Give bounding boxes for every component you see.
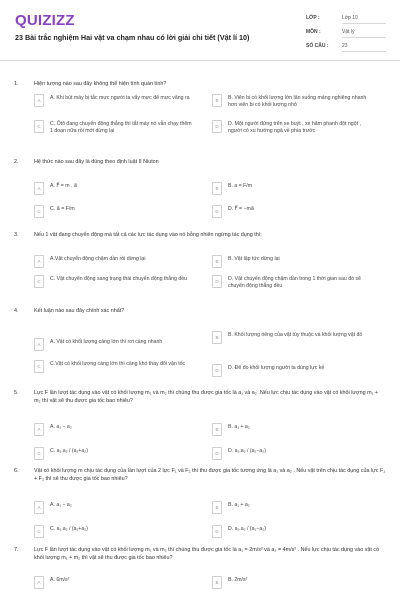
option-c[interactable]	[34, 121, 192, 135]
question-1	[14, 80, 386, 151]
option-b[interactable]	[212, 183, 372, 195]
question-header	[14, 231, 386, 239]
option-text: A.Vật chuyển động chậm dần rồi dừng lại	[50, 256, 146, 262]
option-letter-box: C	[34, 525, 44, 538]
option-a[interactable]	[34, 183, 192, 195]
option-letter-box: A	[34, 338, 44, 351]
options	[34, 490, 386, 534]
options	[34, 173, 386, 217]
question-text: Lực F lần lượt tác dụng vào vật có khối lượng m₁ và m₂ thì chúng thu được gia tốc là a₁ = 2m/s² và a₂ = 4m/s² . Nếu lực chịu tác dụng vào vật có khối lượng m₁ + m₂ thì vật sẽ thu được gia tốc bao nhiêu?	[34, 547, 380, 561]
option-d[interactable]	[212, 365, 372, 377]
option-letter-box: B	[212, 182, 222, 195]
question-6	[14, 467, 386, 534]
options	[34, 569, 386, 589]
option-b[interactable]	[212, 424, 372, 436]
option-d[interactable]	[212, 276, 372, 290]
quizizz-logo: QUIZIZZ	[15, 12, 75, 29]
question-7	[14, 546, 386, 589]
question-number: 1.	[14, 81, 19, 87]
option-letter-box: B	[212, 94, 222, 107]
question-text: Hệ thức nào sau đây là đúng theo định luật II Niuton	[34, 159, 159, 165]
option-letter-box: A	[34, 423, 44, 436]
question-number: 6.	[14, 468, 19, 474]
option-text: B. Vật lập tức dừng lại	[228, 256, 280, 262]
option-letter-box: A	[34, 94, 44, 107]
option-d[interactable]	[212, 448, 372, 460]
options	[34, 322, 386, 374]
option-letter-box: D	[212, 275, 222, 288]
option-a[interactable]	[34, 339, 192, 351]
option-d[interactable]	[212, 121, 372, 135]
question-2	[14, 158, 386, 217]
option-text: C. Ôtô đang chuyển động thẳng thì tắt máy nó vẫn chạy thêm 1 đoạn nữa rồi mới dừng lại	[50, 121, 192, 134]
option-letter-box: A	[34, 576, 44, 589]
question-number: 7.	[14, 547, 19, 553]
meta-label: LỚP :	[306, 15, 320, 21]
question-header	[14, 158, 386, 166]
option-text: D. Một người đứng trên xe buýt , xe hãm phanh đột ngột , người có xu hướng ngả về phía trước	[228, 121, 361, 134]
option-text: A. a₁ − a₂	[50, 424, 72, 430]
question-5	[14, 389, 386, 456]
option-text: C. a₁.a₂ / (a₁+a₂)	[50, 448, 88, 454]
option-a[interactable]	[34, 424, 192, 436]
option-letter-box: D	[212, 205, 222, 218]
option-letter-box: D	[212, 447, 222, 460]
option-a[interactable]	[34, 95, 192, 107]
option-text: A. Khi bút máy bị tắc mực người ta vẩy mực để mực vǎng ra	[50, 95, 190, 101]
option-letter-box: C	[34, 275, 44, 288]
option-c[interactable]	[34, 276, 192, 288]
options	[34, 95, 386, 151]
option-c[interactable]	[34, 526, 192, 538]
option-text: C. Vật chuyển động sang trạng thái chuyển động thẳng đều	[50, 276, 187, 282]
question-text: Kết luận nào sau đây chính xác nhất?	[34, 308, 125, 314]
option-text: D. Vật chuyển động chậm dần trong 1 thời gian sau đó sẽ chuyển động thẳng đều	[228, 276, 361, 289]
option-b[interactable]	[212, 332, 372, 344]
page-title: 23 Bài trắc nghiệm Hai vật va chạm nhau có lời giải chi tiết (Vật lí 10)	[15, 33, 250, 42]
option-letter-box: D	[212, 525, 222, 538]
option-b[interactable]	[212, 95, 372, 109]
option-b[interactable]	[212, 502, 372, 514]
option-letter-box: C	[34, 120, 44, 133]
meta-row-subject	[306, 27, 386, 41]
option-a[interactable]	[34, 577, 192, 589]
worksheet-header	[0, 0, 400, 61]
option-text: D. Để đo khối lượng người ta dùng lực kế	[228, 365, 325, 371]
option-letter-box: B	[212, 255, 222, 268]
option-letter-box: A	[34, 501, 44, 514]
question-text: Nếu 1 vật đang chuyển động mà tất cả các lực tác dụng vào nó bỗng nhiên ngừng tác dụng thì:	[34, 232, 262, 238]
option-text: B. a₁ + a₂	[228, 502, 250, 508]
option-letter-box: D	[212, 364, 222, 377]
option-letter-box: A	[34, 182, 44, 195]
meta-label: MÔN :	[306, 29, 321, 35]
option-text: A. F⃗ = m . a⃗	[50, 183, 78, 189]
option-text: A. a₁ − a₂	[50, 502, 72, 508]
option-a[interactable]	[34, 256, 192, 268]
option-letter-box: B	[212, 331, 222, 344]
meta-info	[306, 13, 386, 55]
question-header	[14, 389, 386, 405]
question-header	[14, 546, 386, 562]
option-letter-box: B	[212, 576, 222, 589]
option-c[interactable]	[34, 361, 192, 373]
meta-value: 23	[342, 43, 386, 52]
option-a[interactable]	[34, 502, 192, 514]
question-number: 3.	[14, 232, 19, 238]
meta-row-class	[306, 13, 386, 27]
question-text: Vật có khối lượng m chịu tác dụng của lần lượt của 2 lực F₁ và F₂ thì thu được gia tốc tương ứng là a₁ và a₂ . Nếu vật trên chịu tác dụng của lực F₁ + F₂ thì sẽ thu được gia tốc bao nhiêu?	[34, 468, 386, 482]
question-text: Hiện tượng nào sau đây không thể hiện tính quán tính?	[34, 81, 167, 87]
options	[34, 246, 386, 296]
option-text: C.Vật có khối lượng càng lớn thì càng khó thay đổi vận tốc	[50, 361, 186, 367]
option-letter-box: C	[34, 447, 44, 460]
option-text: B. Khối lượng riêng của vật tùy thuộc và khối lượng vật đó	[228, 332, 363, 338]
meta-label: SỐ CÂU :	[306, 43, 329, 49]
option-text: A. 6m/s²	[50, 577, 70, 583]
question-header	[14, 307, 386, 315]
option-d[interactable]	[212, 206, 372, 218]
option-text: D. a₁.a₂ / (a₁−a₂)	[228, 526, 266, 532]
option-letter-box: B	[212, 501, 222, 514]
question-3	[14, 231, 386, 296]
question-4	[14, 307, 386, 374]
question-number: 4.	[14, 308, 19, 314]
option-text: C. a⃗ = F/m	[50, 206, 75, 212]
meta-value: Vật lý	[342, 29, 386, 38]
option-letter-box: A	[34, 255, 44, 268]
option-b[interactable]	[212, 577, 372, 589]
option-text: B. Viên bi có khối lượng lớn lǎn xuống máng nghiêng nhanh hơn viên bi có khối lượng nhỏ	[228, 95, 367, 108]
option-d[interactable]	[212, 526, 372, 538]
option-text: C. a₁.a₂ / (a₁+a₂)	[50, 526, 88, 532]
option-text: B. a₁ + a₂	[228, 424, 250, 430]
question-number: 5.	[14, 390, 19, 396]
options	[34, 412, 386, 456]
option-text: A. Vật có khối lượng càng lớn thì rơi càng nhanh	[50, 339, 163, 345]
option-text: B. 2m/s²	[228, 577, 248, 583]
option-letter-box: B	[212, 423, 222, 436]
question-number: 2.	[14, 159, 19, 165]
option-letter-box: C	[34, 205, 44, 218]
option-b[interactable]	[212, 256, 372, 268]
meta-row-count	[306, 41, 386, 55]
option-c[interactable]	[34, 206, 192, 218]
option-text: B. a = F/m	[228, 183, 253, 189]
option-c[interactable]	[34, 448, 192, 460]
option-text: D. a₁.a₂ / (a₁−a₂)	[228, 448, 266, 454]
question-text: Lực F lần lượt tác dụng vào vật có khối lượng m₁ và m₂ thì chúng thu được gia tốc là a₁ và a₂ .Nếu lực chịu tác dụng vào vật có khối lượng m₁ + m₂ thì vật sẽ thu được gia tốc bao nhiêu?	[34, 390, 379, 404]
question-header	[14, 467, 386, 483]
question-header	[14, 80, 386, 88]
option-letter-box: D	[212, 120, 222, 133]
meta-value: Lớp 10	[342, 15, 386, 24]
option-text: D. F⃗ = −ma⃗	[228, 206, 255, 212]
option-letter-box: C	[34, 360, 44, 373]
